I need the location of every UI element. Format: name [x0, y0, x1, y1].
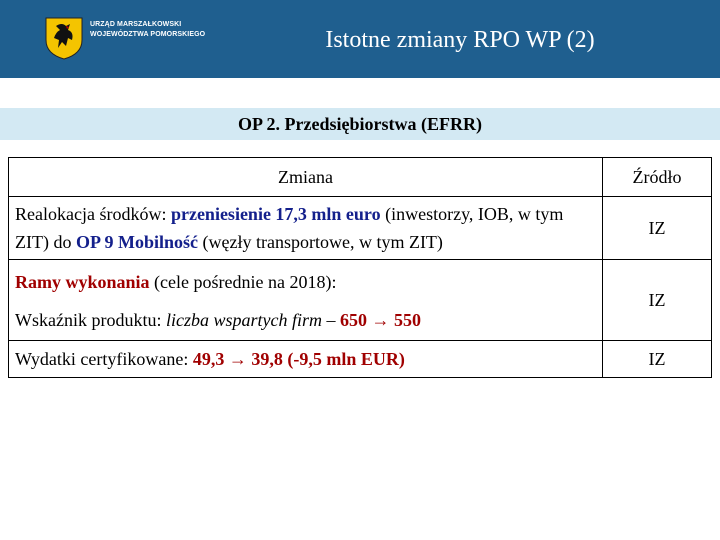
- text-segment: (cele pośrednie na 2018):: [149, 272, 337, 292]
- griffin-crest-icon: [44, 16, 84, 60]
- page-title: Istotne zmiany RPO WP (2): [325, 27, 595, 53]
- text-segment: –: [321, 310, 340, 330]
- change-text: [15, 306, 596, 334]
- source-cell: IZ: [603, 341, 712, 378]
- table-row: [9, 341, 712, 378]
- table-header-row: [9, 158, 712, 197]
- emphasis-text: przeniesienie 17,3 mln euro: [170, 204, 381, 224]
- text-segment: Realokacja środków:: [15, 204, 171, 224]
- change-cell: [9, 260, 603, 341]
- text-segment: Wydatki certyfikowane:: [15, 348, 193, 369]
- emphasis-text: 650 → 550: [339, 310, 421, 330]
- text-segment: (inwestorzy, IOB, w tym ZIT) do: [15, 204, 564, 252]
- emphasis-text: Ramy wykonania: [15, 272, 150, 292]
- table-row: [9, 197, 712, 260]
- logo-line-1: URZĄD MARSZAŁKOWSKI: [90, 21, 182, 28]
- section-subtitle: OP 2. Przedsiębiorstwa (EFRR): [238, 114, 482, 134]
- italic-text: liczba wspartych firm: [165, 310, 322, 330]
- column-header-source: Źródło: [603, 158, 712, 197]
- change-text: [15, 200, 596, 256]
- change-cell: [9, 197, 603, 260]
- change-text: [15, 268, 596, 296]
- source-cell: IZ: [603, 260, 712, 341]
- emphasis-text: OP 9 Mobilność: [75, 232, 198, 252]
- header-bar: [0, 0, 720, 78]
- column-header-change: Zmiana: [9, 158, 603, 197]
- table-row: [9, 260, 712, 341]
- text-segment: Wskaźnik produktu:: [15, 310, 166, 330]
- logo-line-2: WOJEWÓDZTWA POMORSKIEGO: [90, 31, 206, 38]
- emphasis-text: 49,3 → 39,8 (-9,5 mln EUR): [192, 348, 405, 369]
- changes-table: [8, 157, 712, 378]
- logo-text: [90, 20, 205, 40]
- source-cell: IZ: [603, 197, 712, 260]
- change-cell: [9, 341, 603, 378]
- text-segment: (węzły transportowe, w tym ZIT): [198, 232, 443, 252]
